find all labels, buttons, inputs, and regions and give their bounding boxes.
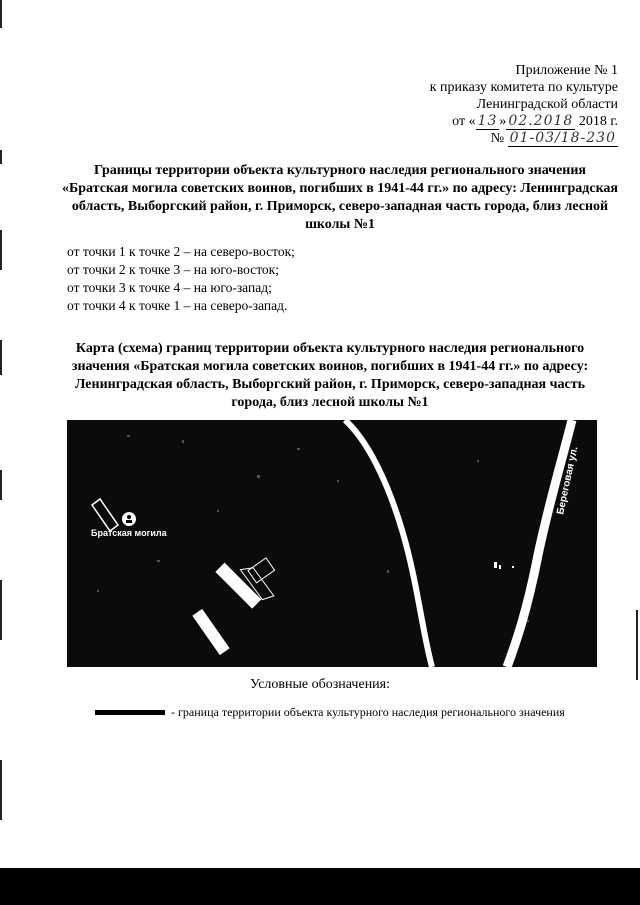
boundary-line-segment (192, 609, 229, 655)
legend-boundary-text: - граница территории объекта культурного наследия регионального значения (171, 705, 565, 719)
scan-edge-mark (0, 0, 2, 28)
street-label: Береговая ул. (555, 445, 581, 516)
direction-line: от точки 1 к точке 2 – на северо-восток; (67, 244, 295, 259)
scan-edge-mark (0, 580, 2, 640)
direction-line: от точки 2 к точке 3 – на юго-восток; (67, 262, 279, 277)
boundary-polygon-small (92, 499, 118, 531)
appendix-number: Приложение № 1 (515, 63, 618, 78)
road-line (345, 420, 432, 667)
order-number-handwritten: 01-03/18-230 (509, 130, 616, 146)
date-month-handwritten: 02.2018 (508, 113, 574, 129)
scan-bottom-border (0, 868, 640, 905)
appendix-region: Ленинградской области (476, 97, 618, 112)
street-line (507, 420, 572, 667)
scan-edge-mark (0, 470, 2, 500)
appendix-order-number: № 01-03/18-230 (490, 130, 616, 146)
boundary-directions (67, 243, 295, 315)
boundary-title: Границы территории объекта культурного наследия регионального значения «Братская могила советских воинов, погибших в 1941-44 гг.» по адресу: Ленинградская область, Выборгский район, г. Приморск, северо-западная часть города, близ лесной школы №1 (61, 163, 619, 232)
map-noise (494, 562, 514, 569)
map-graphic (67, 420, 597, 667)
scan-edge-mark (0, 760, 2, 820)
scan-edge-mark (0, 340, 2, 375)
scan-edge-mark (0, 230, 2, 270)
direction-line: от точки 3 к точке 4 – на юго-запад; (67, 280, 272, 295)
scan-edge-mark (636, 610, 638, 680)
appendix-date: от « 13 » 02.2018 2018 г. (452, 113, 618, 129)
date-day-handwritten: 13 (477, 113, 498, 129)
appendix-header (430, 62, 618, 147)
legend-title: Условные обозначения: (249, 677, 391, 692)
scan-edge-mark (0, 150, 2, 164)
point-marker (248, 558, 275, 583)
direction-line: от точки 4 к точке 1 – на северо-запад. (67, 298, 288, 313)
person-pin-icon (122, 512, 136, 526)
appendix-order-ref: к приказу комитета по культуре (429, 80, 618, 95)
map-title: Карта (схема) границ территории объекта культурного наследия регионального значения «Братская могила советских воинов, погибших в 1941-44 гг.» по адресу: Ленинградская область, Выборгский район, г. Приморск, северо-западная часть города, близ лесной школы №1 (71, 341, 589, 410)
legend-item (95, 705, 565, 720)
boundary-line-swatch (95, 710, 165, 715)
map-scheme (67, 420, 597, 667)
place-label: Братская могила (91, 528, 167, 538)
